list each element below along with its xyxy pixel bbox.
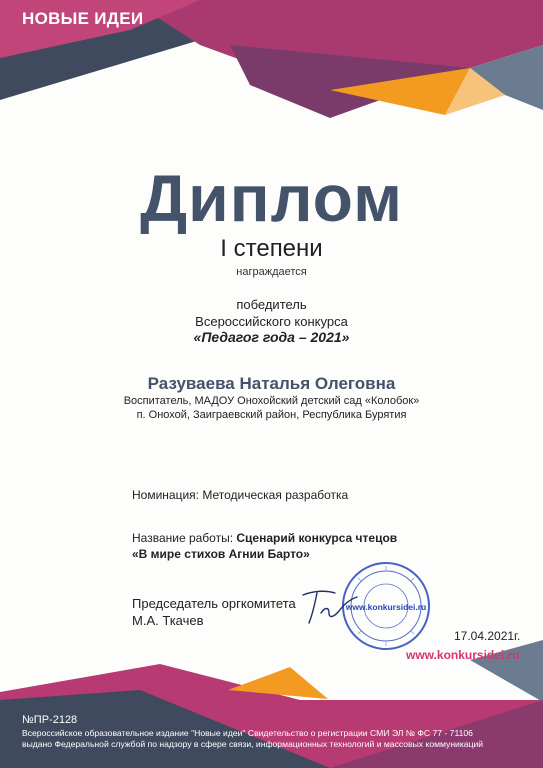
signature [295,585,365,630]
contest-name: «Педагог года – 2021» [193,329,350,345]
website-link[interactable]: www.konkursidei.ru [406,648,520,662]
footer-legal [22,728,527,750]
recipient-info-line-1: Воспитатель, МАДОУ Онохойский детский сад «Колобок» [123,395,420,407]
issue-date: 17.04.2021г. [454,629,521,643]
work-value-line-1: Сценарий конкурса чтецов [236,531,398,545]
awarded-label: награждается [236,266,307,278]
work-label: Название работы: [132,531,234,545]
nomination-label: Номинация: [132,488,200,502]
chair-block [132,595,296,629]
work-value-line-2: «В мире стихов Агнии Барто» [132,547,310,561]
winner-line-1: победитель [236,297,307,312]
winner-line-2: Всероссийского конкурса [195,314,348,329]
recipient-info-line-2: п. Онохой, Заиграевский район, Республика Бурятия [136,409,407,421]
stamp-center-text: www.konkursidei.ru [345,602,427,612]
recipient-name: Разуваева Наталья Олеговна [147,374,396,393]
chair-name: М.А. Ткачев [132,613,204,628]
diploma-title: Диплом [140,161,403,235]
winner-block [0,296,543,330]
chair-title: Председатель оргкомитета [132,596,296,611]
recipient-info [0,394,543,422]
footer-line-2: выдано Федеральной службой по надзору в сфере связи, информационных технологий и массовых коммуникаций [22,739,484,749]
work-title-block [132,530,397,562]
nomination-value: Методическая разработка [202,488,349,502]
document-number: №ПР-2128 [22,714,78,726]
nomination [132,488,348,502]
degree-label: I степени [220,235,323,262]
footer-line-1: Всероссийское образовательное издание "Новые идеи" Свидетельство о регистрации СМИ ЭЛ № ФС 77 - 71106 [22,728,473,738]
brand-logo-text: НОВЫЕ ИДЕИ [22,9,144,28]
